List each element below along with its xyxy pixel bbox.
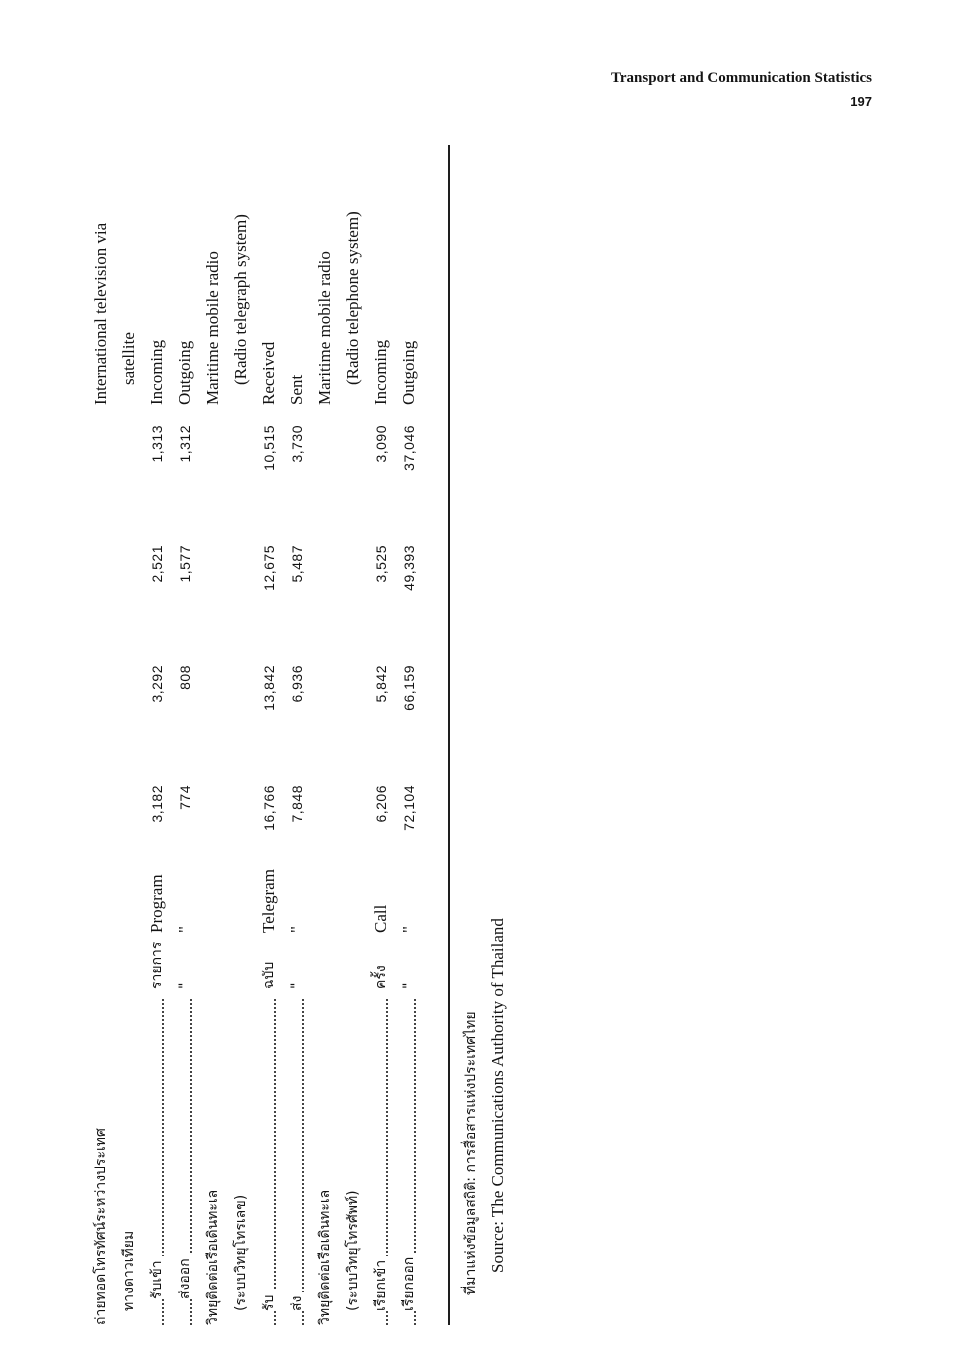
thai-label: เรียกออก (396, 1253, 422, 1311)
value-cell: 774 (177, 785, 193, 810)
table-row (144, 185, 170, 1325)
english-label: Outgoing (175, 340, 194, 405)
thai-label: ส่งออก (172, 1254, 198, 1299)
unit-english: Telegram (259, 869, 278, 933)
english-label: Sent (287, 374, 306, 405)
table-row (172, 185, 198, 1325)
value-cell: 808 (177, 665, 193, 690)
unit-english: Program (147, 874, 166, 933)
value-cell: 3,525 (373, 545, 389, 583)
unit-thai: ฉบับ (261, 961, 277, 989)
page-header-title: Transport and Communication Statistics (611, 70, 872, 86)
english-label: (Radio telephone system) (343, 211, 362, 385)
statistics-table (80, 185, 540, 1325)
unit-english: " (175, 926, 194, 933)
english-label: Outgoing (399, 340, 418, 405)
value-cell: 3,182 (149, 785, 165, 823)
english-label: International television via (91, 222, 110, 405)
english-label: Received (259, 341, 278, 405)
dot-leader (284, 999, 304, 1325)
thai-label: (ระบบวิทยุโทรศัพท์) (340, 1186, 366, 1311)
english-label: Maritime mobile radio (203, 251, 222, 405)
thai-label: ส่ง (284, 1292, 310, 1311)
source-thai: ที่มาแห่งข้อมูลสถิติ: การสื่อสารแห่งประเทศไทย (463, 1011, 479, 1295)
value-cell: 7,848 (289, 785, 305, 823)
english-label: Incoming (371, 339, 390, 405)
english-label: (Radio telegraph system) (231, 214, 250, 385)
value-cell: 37,046 (401, 425, 417, 471)
value-cell: 6,206 (373, 785, 389, 823)
table-row (284, 185, 310, 1325)
value-cell: 66,159 (401, 665, 417, 711)
value-cell: 3,292 (149, 665, 165, 703)
thai-label: ทางดาวเทียม (116, 1227, 142, 1311)
unit-english: Call (371, 904, 390, 933)
page-number: 197 (850, 94, 872, 109)
value-cell: 3,730 (289, 425, 305, 463)
thai-label: รับ (256, 1291, 282, 1311)
table-row (88, 185, 114, 1325)
value-cell: 6,936 (289, 665, 305, 703)
table-row (256, 185, 282, 1325)
dot-leader (256, 999, 276, 1325)
table-bottom-rule (448, 145, 450, 1325)
value-cell: 10,515 (261, 425, 277, 471)
unit-english: " (287, 926, 306, 933)
unit-thai: ครั้ง (373, 965, 389, 989)
value-cell: 12,675 (261, 545, 277, 591)
thai-label: ถ่ายทอดโทรทัศน์ระหว่างประเทศ (88, 1124, 114, 1325)
value-cell: 5,842 (373, 665, 389, 703)
value-cell: 13,842 (261, 665, 277, 711)
value-cell: 5,487 (289, 545, 305, 583)
value-cell: 1,577 (177, 545, 193, 583)
english-label: Maritime mobile radio (315, 251, 334, 405)
value-cell: 3,090 (373, 425, 389, 463)
value-cell: 2,521 (149, 545, 165, 583)
value-cell: 49,393 (401, 545, 417, 591)
unit-english: " (399, 926, 418, 933)
table-row (116, 185, 142, 1325)
unit-thai: " (177, 982, 193, 989)
table-row (340, 185, 366, 1325)
unit-thai: รายการ (149, 941, 165, 989)
table-row (200, 185, 226, 1325)
unit-thai: " (289, 982, 305, 989)
value-cell: 1,312 (177, 425, 193, 463)
table-row (312, 185, 338, 1325)
source-english: Source: The Communications Authority of Thailand (488, 918, 507, 1273)
unit-thai: " (401, 982, 417, 989)
thai-label: วิทยุติดต่อเรือเดินทะเล (200, 1186, 226, 1325)
value-cell: 72,104 (401, 785, 417, 831)
thai-label: (ระบบวิทยุโทรเลข) (228, 1191, 254, 1311)
table-row (368, 185, 394, 1325)
table-row (228, 185, 254, 1325)
thai-label: รับเข้า (144, 1256, 170, 1299)
thai-label: เรียกเข้า (368, 1256, 394, 1311)
value-cell: 16,766 (261, 785, 277, 831)
english-label: satellite (119, 332, 138, 385)
thai-label: วิทยุติดต่อเรือเดินทะเล (312, 1186, 338, 1325)
value-cell: 1,313 (149, 425, 165, 463)
english-label: Incoming (147, 339, 166, 405)
table-row (396, 185, 422, 1325)
